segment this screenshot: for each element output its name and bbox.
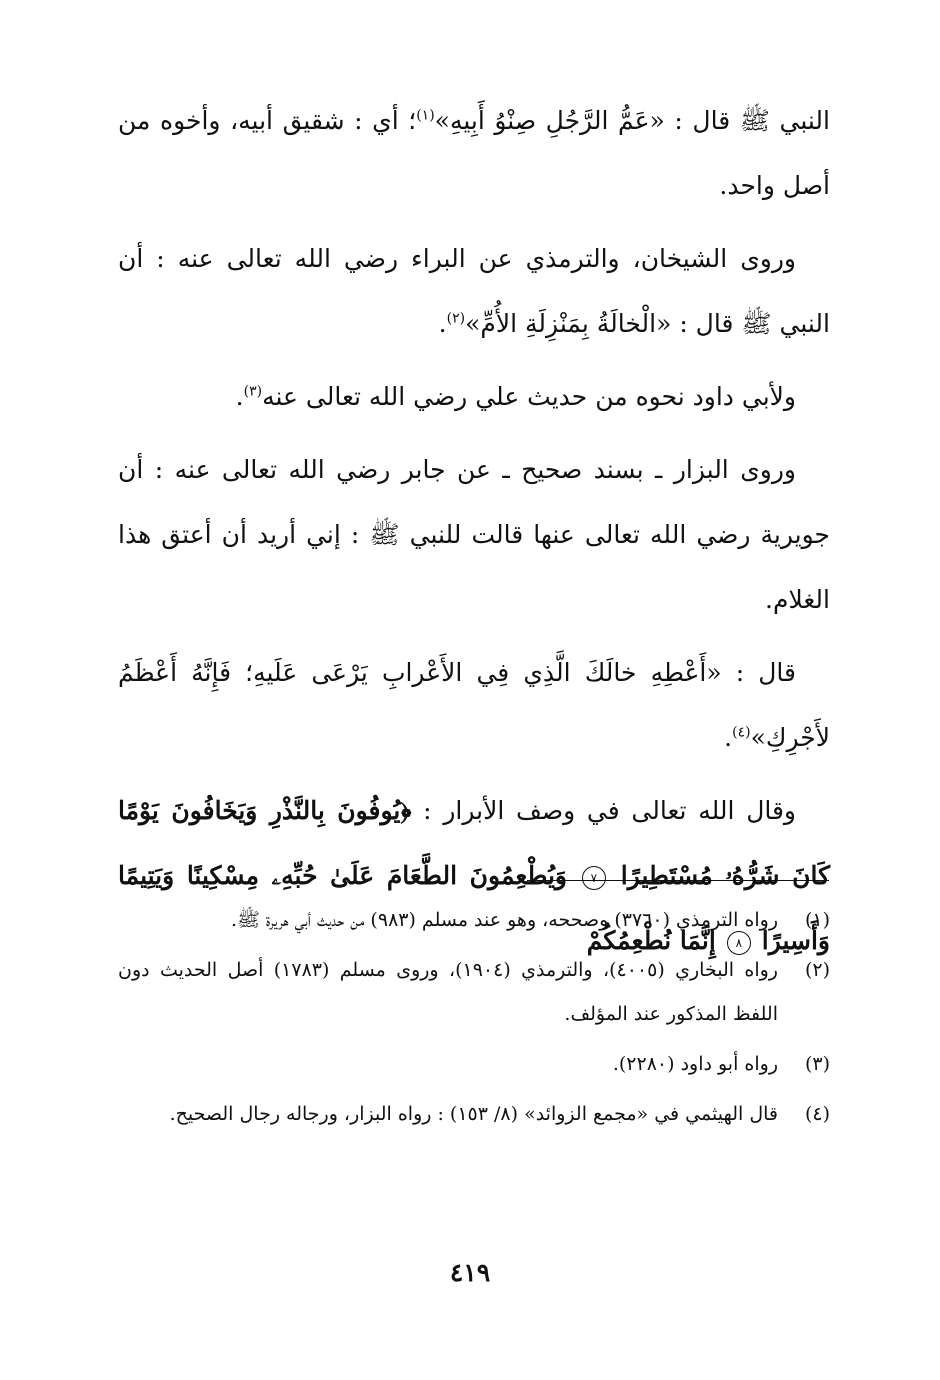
footnote-2 bbox=[118, 948, 830, 1036]
main-text bbox=[118, 88, 830, 981]
ayah-number-marker-8: ٨ bbox=[727, 931, 751, 955]
paragraph-4-text: وروى البزار ـ بسند صحيح ـ عن جابر رضي الله تعالى عنه : أن جويرية رضي الله تعالى عنها قالت للنبي ﷺ : إني أريد أن أعتق هذا الغلام. bbox=[118, 455, 830, 614]
footnote-text: رواه البخاري (٤٠٠٥)، والترمذي (١٩٠٤)، وروى مسلم (١٧٨٣) أصل الحديث دون اللفظ المذكور عند المؤلف. bbox=[118, 959, 778, 1025]
footnote-text: رواه أبو داود (٢٢٨٠). bbox=[612, 1053, 778, 1075]
paragraph-4 bbox=[118, 437, 830, 632]
quran-verse-part-2: وَيُطْعِمُونَ الطَّعَامَ عَلَىٰ حُبِّهِۦ مِسْكِينًا وَيَتِيمًا وَأَسِيرًا bbox=[118, 861, 830, 955]
paragraph-3-text: ولأبي داود نحوه من حديث علي رضي الله تعالى عنه bbox=[262, 382, 796, 411]
paragraph-3 bbox=[118, 364, 830, 429]
footnote-number: (٤) bbox=[804, 1103, 830, 1125]
paragraph-6-intro: وقال الله تعالى في وصف الأبرار : bbox=[423, 796, 797, 825]
footnote-1 bbox=[118, 898, 830, 942]
paragraph-2-end: . bbox=[438, 309, 447, 338]
footnote-ref-3: (٣) bbox=[243, 383, 263, 400]
paragraph-5 bbox=[118, 640, 830, 770]
paragraph-2 bbox=[118, 226, 830, 356]
footnote-number: (١) bbox=[804, 909, 830, 931]
footnote-ref-1: (١) bbox=[416, 107, 435, 124]
paragraph-3-end: . bbox=[235, 382, 244, 411]
paragraph-5-end: . bbox=[724, 723, 733, 752]
paragraph-5-text: قال : «أَعْطِهِ خالَكَ الَّذِي فِي الأَعْرابِ يَرْعَى عَلَيهِ؛ فَإِنَّهُ أَعْظَمُ لأَجْرِكِ» bbox=[118, 658, 830, 752]
footnote-ref-4: (٤) bbox=[732, 724, 751, 741]
paragraph-1 bbox=[118, 88, 830, 218]
paragraph-1-text: النبي ﷺ قال : «عَمُّ الرَّجُلِ صِنْوُ أَبِيهِ» bbox=[434, 106, 830, 135]
quran-verse-part-1: ﴿يُوفُونَ بِالنَّذْرِ وَيَخَافُونَ يَوْمًا كَانَ شَرُّهُۥ مُسْتَطِيرًا bbox=[118, 796, 830, 890]
footnote-4 bbox=[118, 1092, 830, 1136]
footnote-text: رواه الترمذي (٣٧٦٠) وصححه، وهو عند مسلم (٩٨٣) من حديث أبي هريرة ﷺ. bbox=[231, 909, 778, 931]
footnote-number: (٣) bbox=[804, 1053, 830, 1075]
ayah-number-marker-7: ٧ bbox=[582, 866, 606, 890]
paragraph-2-text: وروى الشيخان، والترمذي عن البراء رضي الله تعالى عنه : أن النبي ﷺ قال : «الْخالَةُ بِمَنْزِلَةِ الأُمِّ» bbox=[118, 244, 830, 338]
footnote-separator bbox=[527, 880, 829, 881]
footnotes bbox=[118, 898, 830, 1142]
quran-verse-part-3: إِنَّمَا نُطْعِمُكُمْ bbox=[586, 926, 716, 955]
footnote-ref-2: (٢) bbox=[446, 310, 466, 327]
footnote-number: (٢) bbox=[804, 959, 830, 981]
paragraph-1-rest: ؛ أي : شقيق أبيه، وأخوه من أصل واحد. bbox=[118, 106, 830, 200]
footnote-text: قال الهيثمي في «مجمع الزوائد» (٨/ ١٥٣) : رواه البزار، ورجاله رجال الصحيح. bbox=[169, 1103, 778, 1125]
footnote-3 bbox=[118, 1042, 830, 1086]
page-number: ٤١٩ bbox=[449, 1258, 491, 1287]
